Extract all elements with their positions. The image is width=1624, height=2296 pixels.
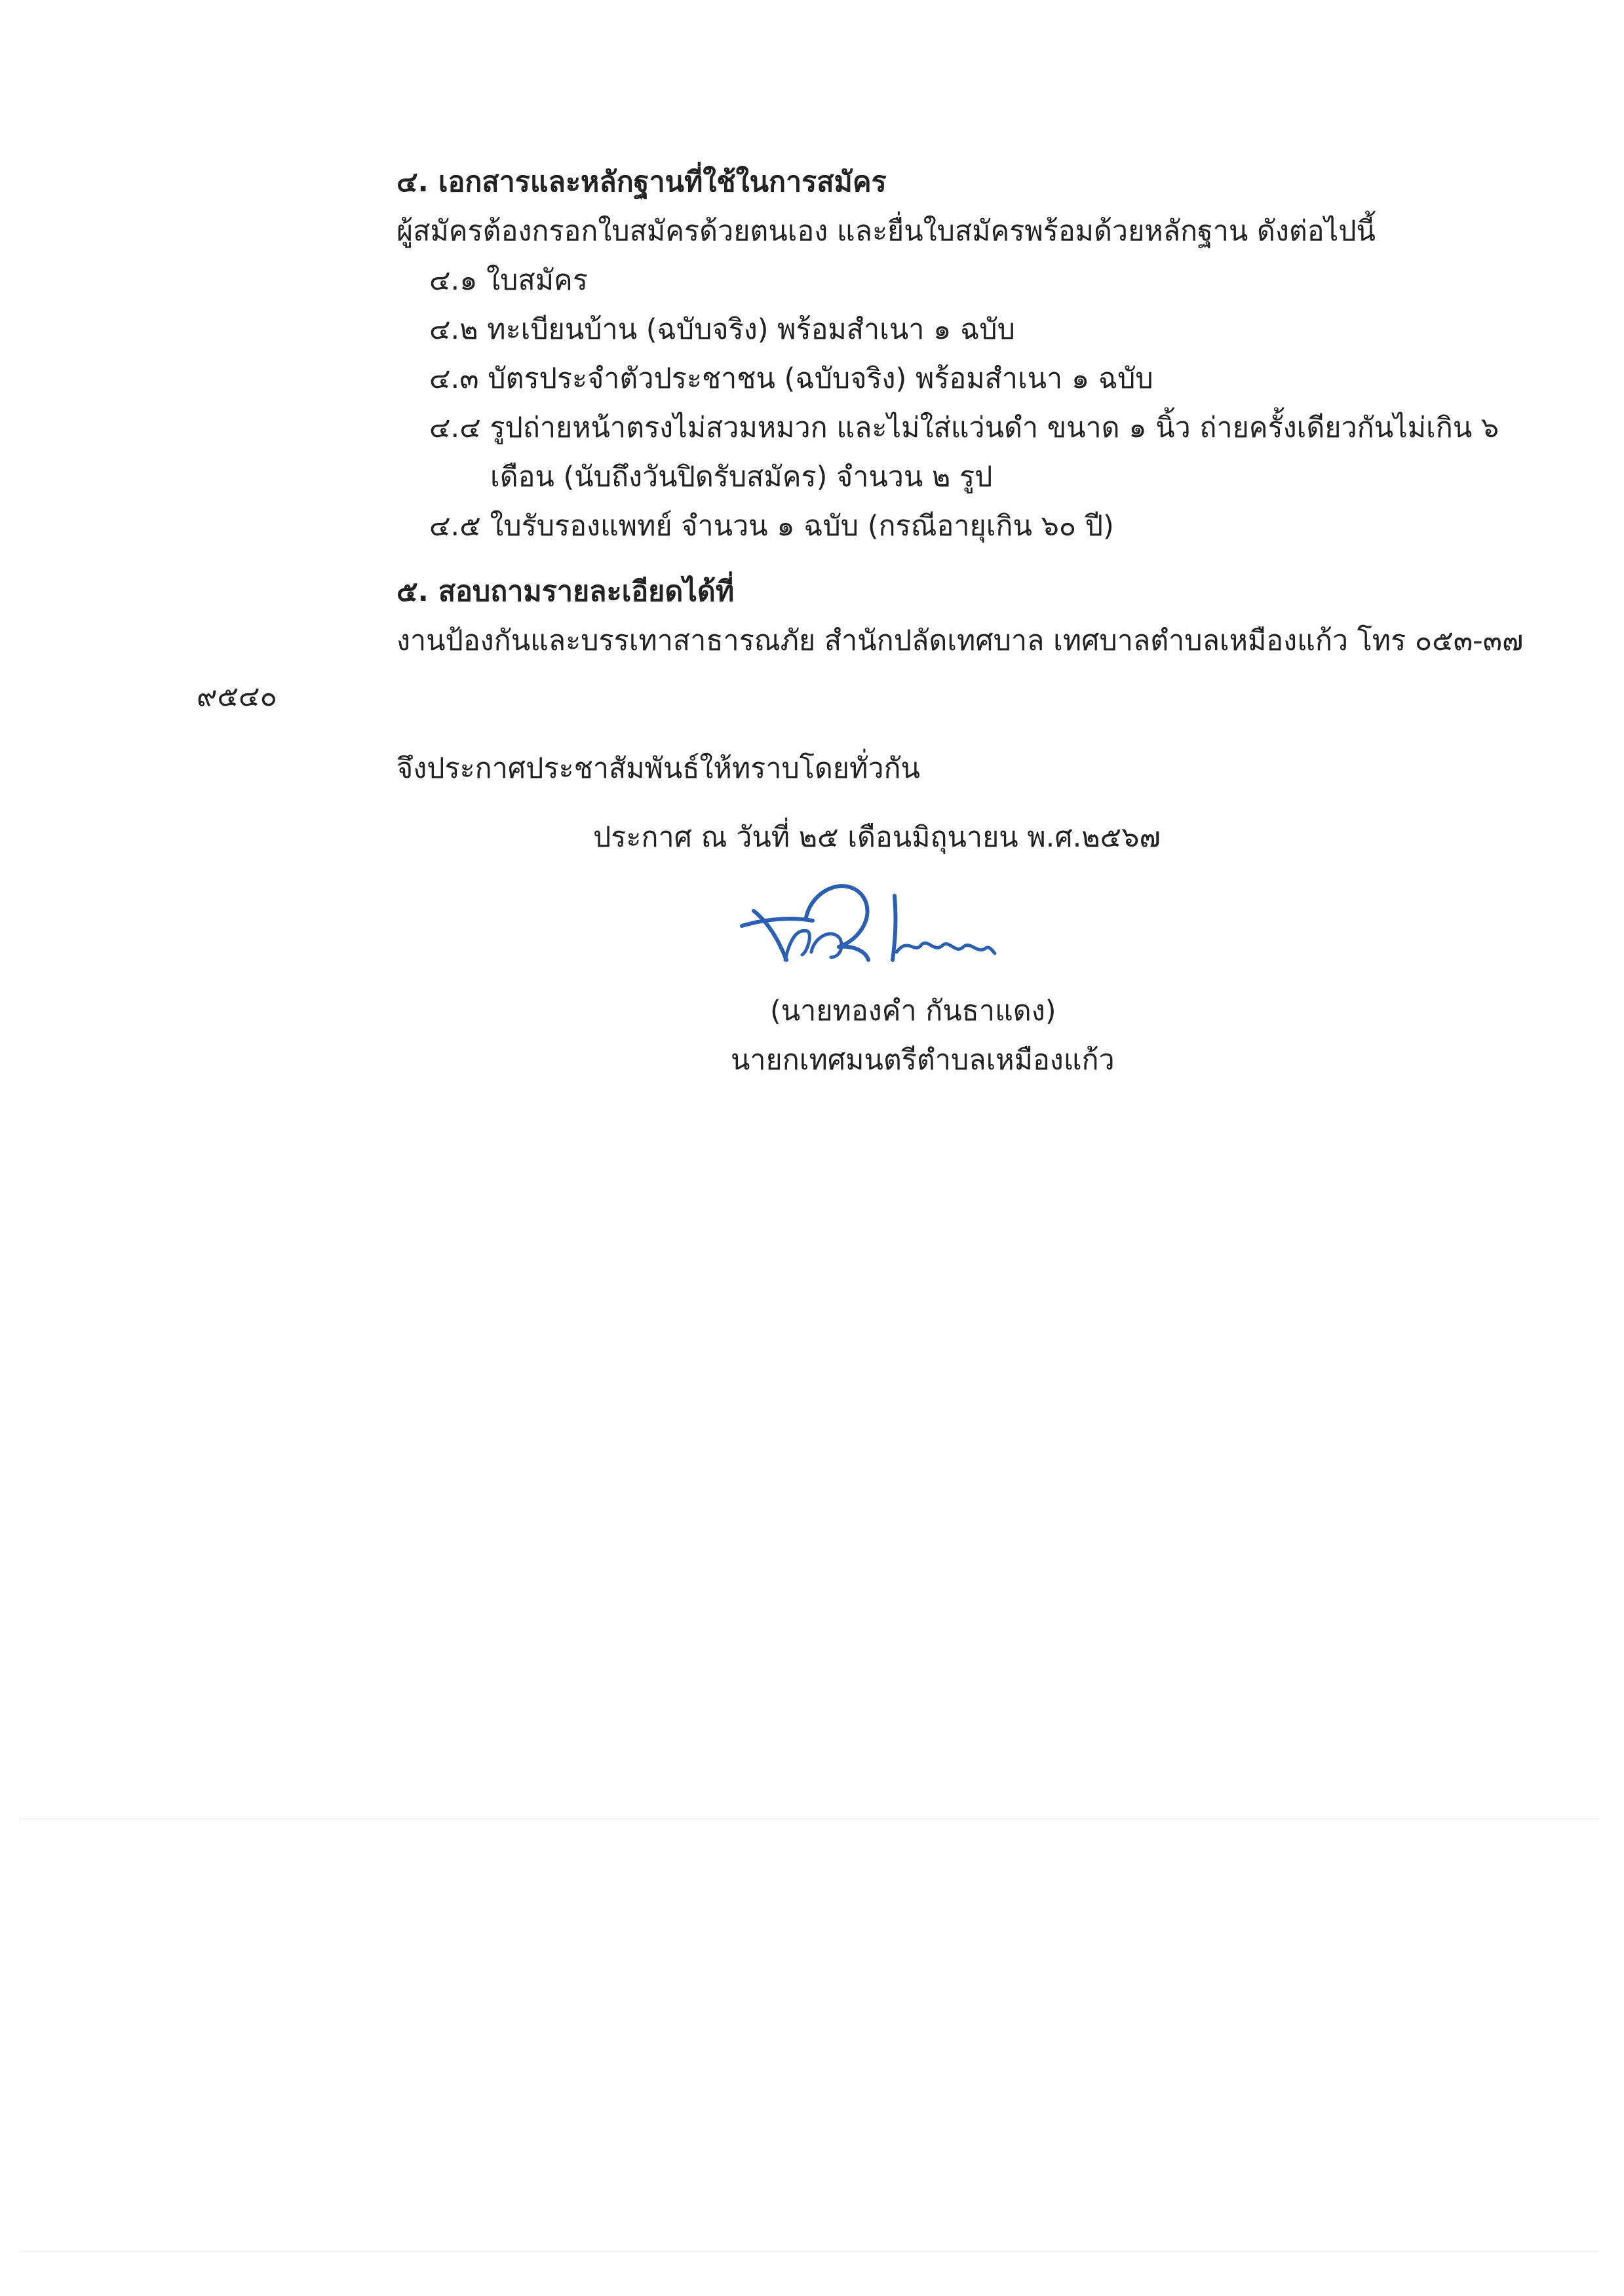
announcement-date: ประกาศ ณ วันที่ ๒๕ เดือนมิถุนายน พ.ศ.๒๕๖๗ bbox=[593, 821, 1161, 854]
list-item-4-4: ๔.๔ รูปถ่ายหน้าตรงไม่สวมหมวก และไม่ใส่แว่นดำ ขนาด ๑ นิ้ว ถ่ายครั้งเดียวกันไม่เกิน ๖ bbox=[429, 411, 1499, 444]
list-item-4-1: ๔.๑ ใบสมัคร bbox=[429, 264, 588, 297]
signatory-position: นายกเทศมนตรีตำบลเหมืองแก้ว bbox=[731, 1044, 1115, 1077]
list-item-4-5: ๔.๕ ใบรับรองแพทย์ จำนวน ๑ ฉบับ (กรณีอายุเกิน ๖๐ ปี) bbox=[429, 510, 1114, 543]
faint-scan-line bbox=[20, 1818, 1599, 1820]
list-item-4-2: ๔.๒ ทะเบียนบ้าน (ฉบับจริง) พร้อมสำเนา ๑ ฉบับ bbox=[429, 313, 1015, 346]
list-item-4-3: ๔.๓ บัตรประจำตัวประชาชน (ฉบับจริง) พร้อมสำเนา ๑ ฉบับ bbox=[429, 362, 1153, 395]
section-5-contact-continued: ๙๕๔๐ bbox=[197, 680, 277, 713]
signatory-name: (นายทองคำ กันธาแดง) bbox=[770, 995, 1056, 1027]
closing-announcement: จึงประกาศประชาสัมพันธ์ให้ทราบโดยทั่วกัน bbox=[396, 752, 920, 785]
section-4-intro: ผู้สมัครต้องกรอกใบสมัครด้วยตนเอง และยื่นใบสมัครพร้อมด้วยหลักฐาน ดังต่อไปนี้ bbox=[396, 215, 1376, 248]
section-5-contact: งานป้องกันและบรรเทาสาธารณภัย สำนักปลัดเทศบาล เทศบาลตำบลเหมืองแก้ว โทร ๐๕๓-๓๗ bbox=[396, 624, 1524, 657]
list-item-4-4-continued: เดือน (นับถึงวันปิดรับสมัคร) จำนวน ๒ รูป bbox=[490, 461, 993, 493]
section-5-heading: ๕. สอบถามรายละเอียดได้ที่ bbox=[396, 575, 735, 608]
faint-scan-line bbox=[20, 2251, 1599, 2252]
section-4-heading: ๔. เอกสารและหลักฐานที่ใช้ในการสมัคร bbox=[396, 166, 887, 199]
signature-image bbox=[734, 868, 1009, 973]
